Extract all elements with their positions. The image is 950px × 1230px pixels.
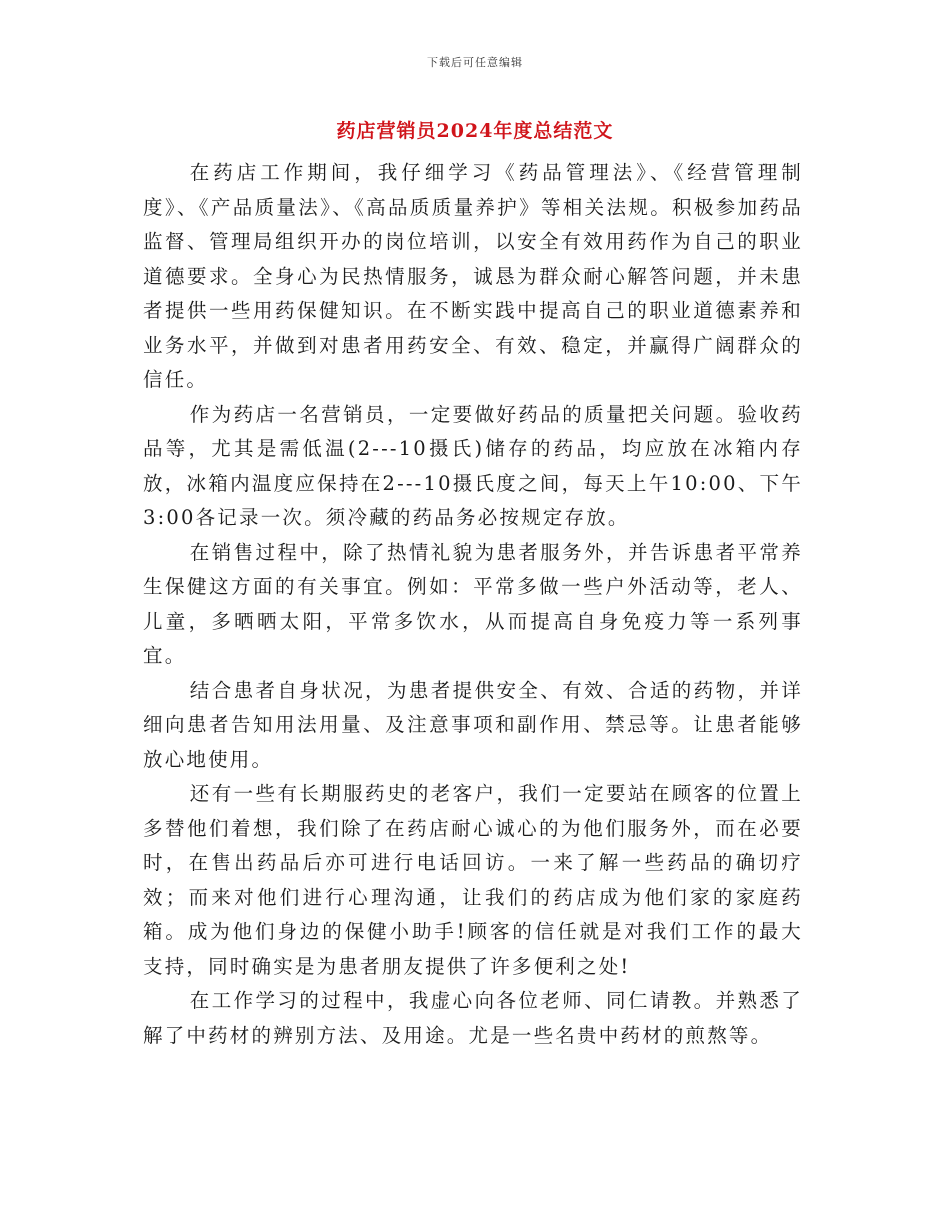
paragraph: 在工作学习的过程中，我虚心向各位老师、同仁请教。并熟悉了解了中药材的辨别方法、及用途。尤是一些名贵中药材的煎熬等。	[143, 989, 803, 1047]
paragraph: 还有一些有长期服药史的老客户，我们一定要站在顾客的位置上多替他们着想，我们除了在药店耐心诚心的为他们服务外，而在必要时，在售出药品后亦可进行电话回访。一来了解一些药品的确切疗效；而来对他们进行心理沟通，让我们的药店成为他们家的家庭药箱。成为他们身边的保健小助手!顾客的信任就是对我们工作的最大支持，同时确实是为患者朋友提供了许多便利之处!	[143, 782, 803, 978]
header-note: 下载后可任意编辑	[427, 56, 523, 69]
paragraph: 结合患者自身状况，为患者提供安全、有效、合适的药物，并详细向患者告知用法用量、及注意事项和副作用、禁忌等。让患者能够放心地使用。	[143, 678, 803, 771]
document-body	[143, 156, 803, 1053]
paragraph: 在销售过程中，除了热情礼貌为患者服务外，并告诉患者平常养生保健这方面的有关事宜。例如：平常多做一些户外活动等，老人、儿童，多晒晒太阳，平常多饮水，从而提高自身免疫力等一系列事宜。	[143, 540, 803, 667]
paragraph: 作为药店一名营销员，一定要做好药品的质量把关问题。验收药品等，尤其是需低温(2---10摄氏)储存的药品，均应放在冰箱内存放，冰箱内温度应保持在2---10摄氏度之间，每天上午10:00、下午3:00各记录一次。须冷藏的药品务必按规定存放。	[143, 402, 803, 529]
document-title: 药店营销员2024年度总结范文	[336, 120, 614, 142]
paragraph: 在药店工作期间，我仔细学习《药品管理法》、《经营管理制度》、《产品质量法》、《高品质质量养护》等相关法规。积极参加药品监督、管理局组织开办的岗位培训，以安全有效用药作为自己的职业道德要求。全身心为民热情服务，诚恳为群众耐心解答问题，并未患者提供一些用药保健知识。在不断实践中提高自己的职业道德素养和业务水平，并做到对患者用药安全、有效、稳定，并赢得广阔群众的信任。	[143, 161, 803, 391]
